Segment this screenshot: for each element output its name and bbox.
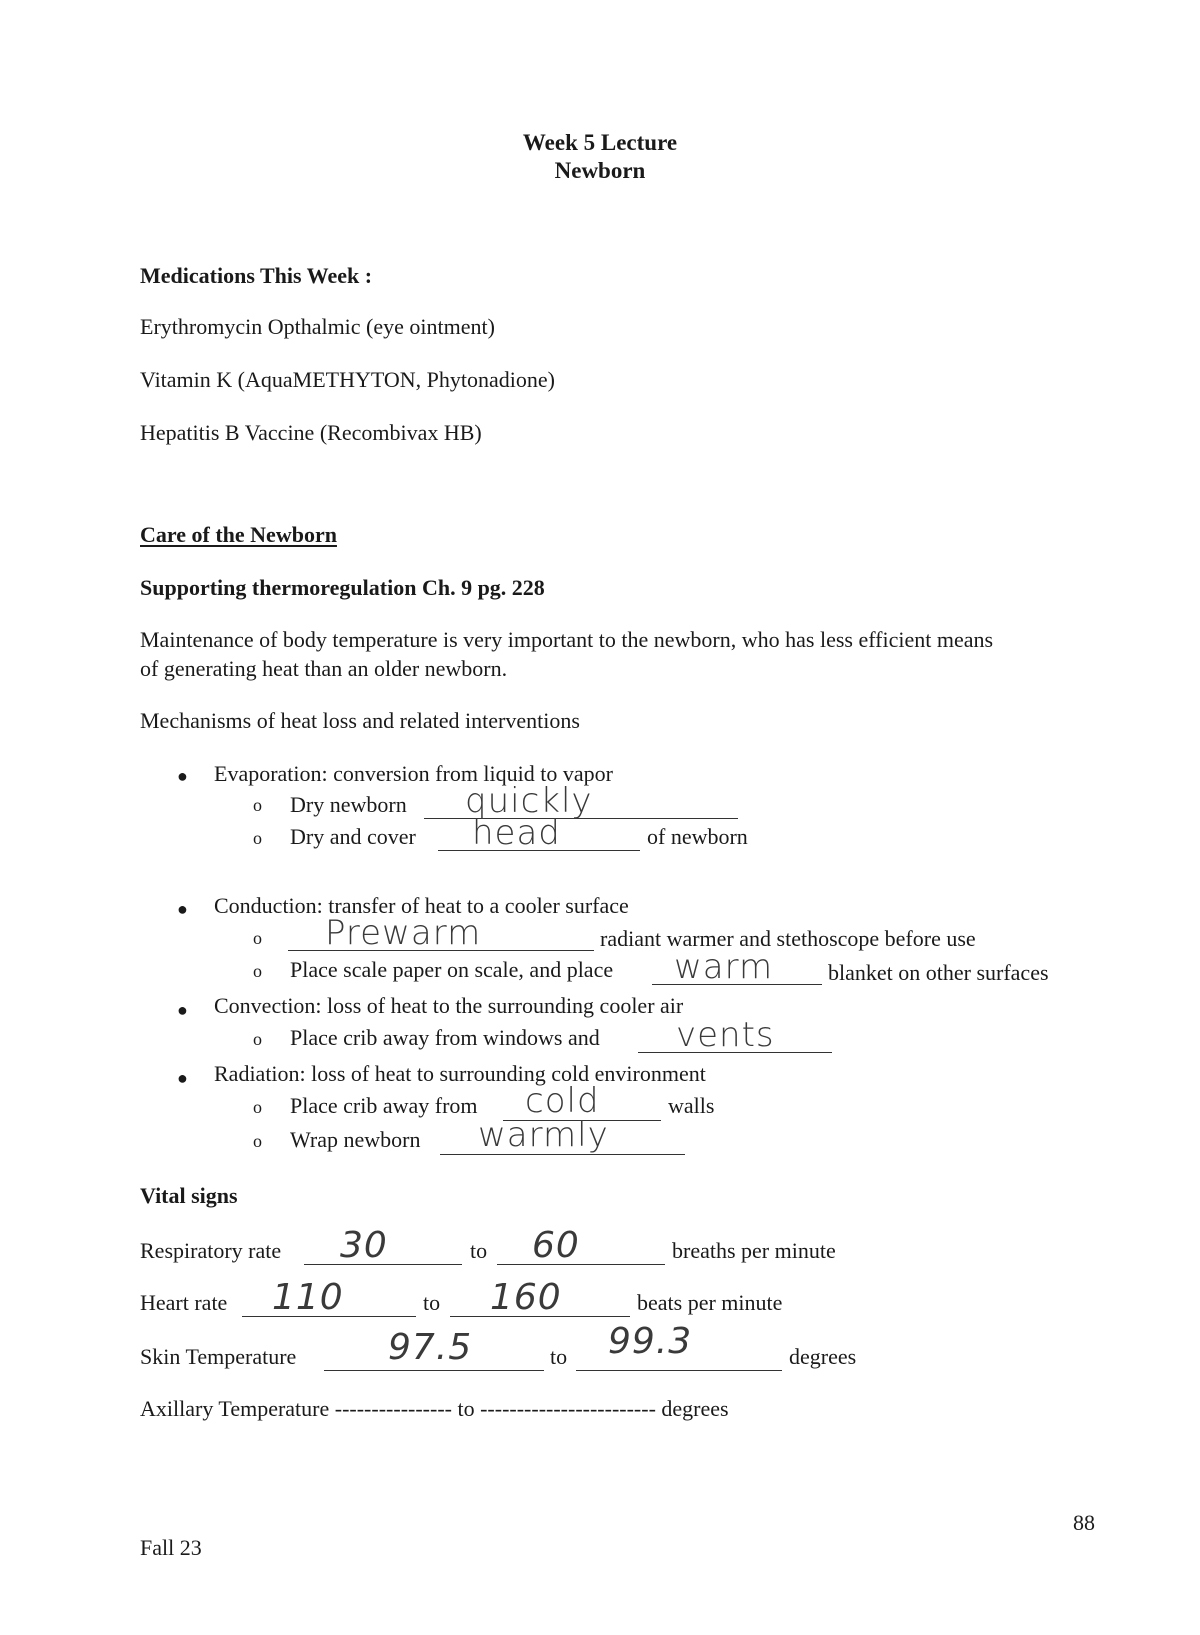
bullet-marker: ● (177, 1068, 188, 1088)
handwritten-answer: head (472, 813, 561, 853)
handwritten-answer: warmly (478, 1115, 609, 1155)
medication-item: Hepatitis B Vaccine (Recombivax HB) (140, 420, 482, 445)
answer-blank[interactable] (324, 1370, 544, 1371)
thermoregulation-heading: Supporting thermoregulation Ch. 9 pg. 228 (140, 575, 545, 600)
medication-item: Vitamin K (AquaMETHYTON, Phytonadione) (140, 367, 555, 392)
handwritten-answer: vents (676, 1015, 775, 1055)
bullet-marker: ● (177, 899, 188, 919)
vital-unit: degrees (789, 1344, 857, 1369)
handwritten-answer: 97.5 (388, 1327, 473, 1368)
footer-term: Fall 23 (140, 1535, 202, 1560)
sub-bullet-marker: o (253, 1131, 262, 1151)
convection-label: Convection: loss of heat to the surrounding cooler air (214, 993, 684, 1018)
handwritten-answer: 99.3 (608, 1321, 693, 1362)
mechanisms-label: Mechanisms of heat loss and related interventions (140, 708, 580, 733)
handwritten-answer: 60 (532, 1225, 580, 1266)
evaporation-item-2: Dry and cover (290, 824, 416, 849)
sub-bullet-marker: o (253, 1029, 262, 1049)
to-label: to (550, 1344, 568, 1369)
conduction-item-2: Place scale paper on scale, and place (290, 957, 614, 982)
vital-label: Heart rate (140, 1290, 228, 1315)
answer-blank[interactable] (497, 1264, 665, 1265)
radiation-item-2: Wrap newborn (290, 1127, 421, 1152)
evaporation-label: Evaporation: conversion from liquid to vapor (214, 761, 613, 786)
to-label: to (470, 1238, 488, 1263)
handwritten-answer: 110 (272, 1277, 344, 1318)
bullet-marker: ● (177, 766, 188, 786)
medications-heading: Medications This Week : (140, 263, 373, 288)
sub-bullet-marker: o (253, 961, 262, 981)
vital-signs-heading: Vital signs (140, 1183, 238, 1208)
care-heading: Care of the Newborn (140, 522, 337, 547)
intro-line-2: of generating heat than an older newborn. (140, 656, 508, 681)
conduction-item-1-suffix: radiant warmer and stethoscope before use (600, 926, 976, 951)
intro-line-1: Maintenance of body temperature is very important to the newborn, who has less efficient means (140, 627, 994, 652)
page-number: 88 (1073, 1510, 1095, 1535)
radiation-item-1: Place crib away from (290, 1093, 478, 1118)
handwritten-answer: 30 (340, 1225, 388, 1266)
handwritten-answer: cold (525, 1081, 600, 1121)
vital-unit: beats per minute (637, 1290, 783, 1315)
medication-item: Erythromycin Opthalmic (eye ointment) (140, 314, 495, 339)
handwritten-answer: 160 (490, 1277, 562, 1318)
sub-bullet-marker: o (253, 928, 262, 948)
bullet-marker: ● (177, 1000, 188, 1020)
handwritten-answer: warm (674, 947, 774, 987)
vital-unit: breaths per minute (672, 1238, 836, 1263)
handwritten-answer: Prewarm (325, 913, 482, 953)
radiation-item-1-suffix: walls (668, 1093, 715, 1118)
sub-bullet-marker: o (253, 795, 262, 815)
vital-label: Respiratory rate (140, 1238, 282, 1263)
sub-bullet-marker: o (253, 828, 262, 848)
answer-blank[interactable] (576, 1370, 782, 1371)
page-subtitle: Newborn (554, 158, 646, 183)
to-label: to (423, 1290, 441, 1315)
evaporation-item-2-suffix: of newborn (647, 824, 748, 849)
radiation-label: Radiation: loss of heat to surrounding cold environment (214, 1061, 706, 1086)
evaporation-item-1: Dry newborn (290, 792, 407, 817)
vital-label: Skin Temperature (140, 1344, 297, 1369)
page-title: Week 5 Lecture (522, 130, 678, 155)
handwritten-answer: quickly (465, 781, 593, 821)
conduction-label: Conduction: transfer of heat to a cooler surface (214, 893, 629, 918)
axillary-temperature-line: Axillary Temperature ---------------- to ------------------------ degrees (140, 1396, 729, 1421)
sub-bullet-marker: o (253, 1097, 262, 1117)
conduction-item-2-suffix: blanket on other surfaces (828, 960, 1049, 985)
convection-item-1: Place crib away from windows and (290, 1025, 600, 1050)
